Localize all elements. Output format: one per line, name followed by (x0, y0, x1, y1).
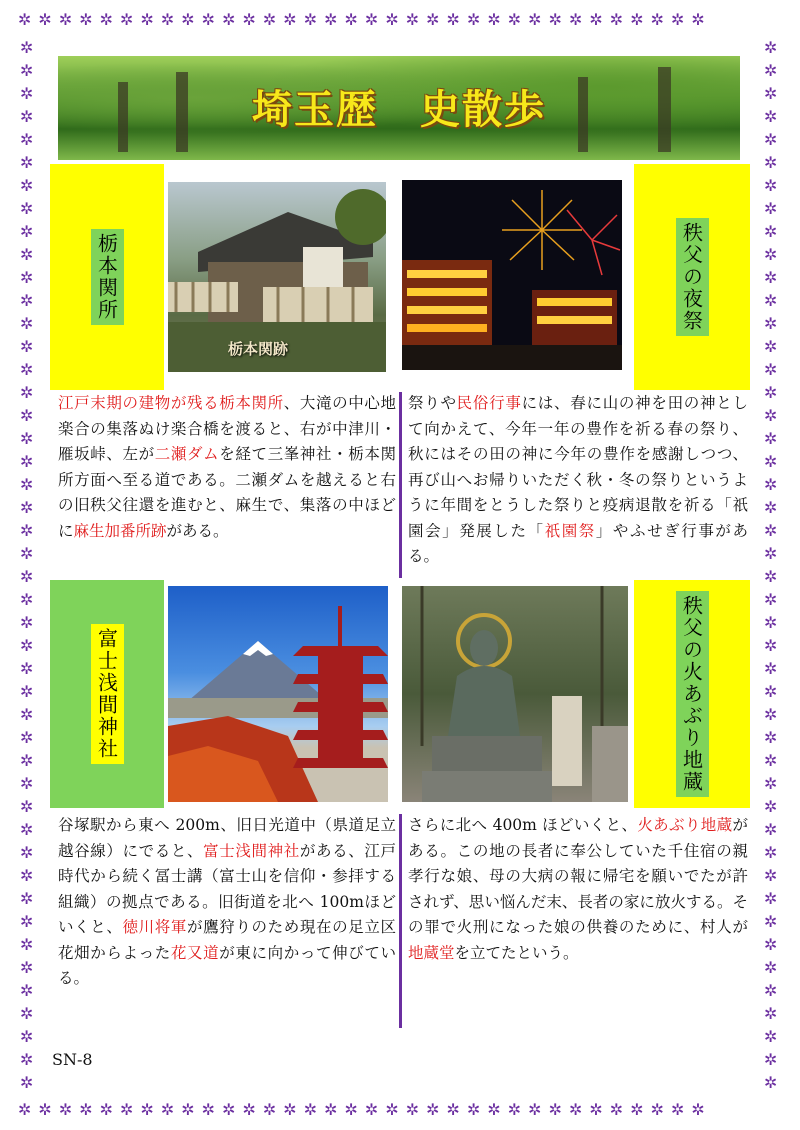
photo-caption-tochimoto: 栃本関跡 (228, 340, 289, 358)
fireworks-illustration (402, 180, 622, 370)
section-label-fuji: 富士浅間神社 (91, 624, 124, 764)
text-fuji: 谷塚駅から東へ 200m、旧日光道中（県道足立越谷線）にでると、富士浅間神社がある、江戸時代から続く冨士講（富士山を信仰・参拝する組織）の拠点である。旧街道を北へ 100mほどいくと、徳川将軍が鷹狩りのため現在の足立区花畑からよった花又道が東に向かって伸びている。 (58, 816, 396, 987)
label-box-yomatsuri (634, 164, 750, 390)
photo-tochimoto-checkpoint (168, 182, 386, 372)
text-hiaburi: さらに北へ 400m ほどいくと、火あぶり地蔵がある。この地の長者に奉公していた千住宿の親孝行な娘、母の大病の報に帰宅を願いでたが許されず、思い悩んだ末、長者の家に放火する。その罪で火刑になった娘の供養のために、村人が地蔵堂を立てたという。 (408, 816, 748, 962)
page-title: 埼玉歴 史散歩 (252, 86, 546, 133)
decorative-border-top: ✲✲✲✲✲✲✲✲✲✲✲✲✲✲✲✲✲✲✲✲✲✲✲✲✲✲✲✲✲✲✲✲✲✲ (18, 12, 712, 28)
fuji-pagoda-illustration (168, 586, 388, 802)
text-yomatsuri: 祭りや民俗行事には、春に山の神を田の神として向かえて、今年一年の豊作を祈る春の祭り、秋にはその田の神に今年の豊作を感謝しつつ、再び山へお帰りいただく秋・冬の祭りというように年間をとうした祭りと疫病退散を祈る「祇園会」発展した「祇園祭」やふせぎ行事がある。 (408, 394, 748, 565)
page-id: SN-8 (52, 1050, 93, 1069)
section-label-tochimoto: 栃本関所 (91, 229, 124, 325)
section-label-yomatsuri: 秩父の夜祭 (676, 218, 709, 336)
label-box-tochimoto (50, 164, 164, 390)
photo-fuji-pagoda (168, 586, 388, 802)
decorative-border-bottom: ✲✲✲✲✲✲✲✲✲✲✲✲✲✲✲✲✲✲✲✲✲✲✲✲✲✲✲✲✲✲✲✲✲✲ (18, 1102, 712, 1118)
section-label-hiaburi: 秩父の火あぶり地蔵 (676, 591, 709, 797)
decorative-border-left: ✲✲✲✲✲✲✲✲✲✲✲✲✲✲✲✲✲✲✲✲✲✲✲✲✲✲✲✲✲✲✲✲✲✲✲✲✲✲✲✲✲✲✲✲✲✲ (20, 38, 34, 1092)
photo-chichibu-night-festival (402, 180, 622, 370)
decorative-border-right: ✲✲✲✲✲✲✲✲✲✲✲✲✲✲✲✲✲✲✲✲✲✲✲✲✲✲✲✲✲✲✲✲✲✲✲✲✲✲✲✲✲✲✲✲✲✲ (764, 38, 778, 1092)
column-divider-top (399, 392, 402, 578)
title-banner (58, 56, 740, 160)
jizo-statue-illustration (402, 586, 628, 802)
label-box-fuji (50, 580, 164, 808)
photo-hiaburi-jizo (402, 586, 628, 802)
label-box-hiaburi (634, 580, 750, 808)
column-divider-bottom (399, 814, 402, 1028)
text-tochimoto: 江戸末期の建物が残る栃本関所、大滝の中心地楽合の集落ぬけ楽合橋を渡ると、右が中津川・雁坂峠、左が二瀬ダムを経て三峯神社・栃本関所方面へ至る道である。二瀬ダムを越えると右の旧秩父往還を進むと、麻生で、集落の中ほどに麻生加番所跡がある。 (58, 394, 396, 540)
